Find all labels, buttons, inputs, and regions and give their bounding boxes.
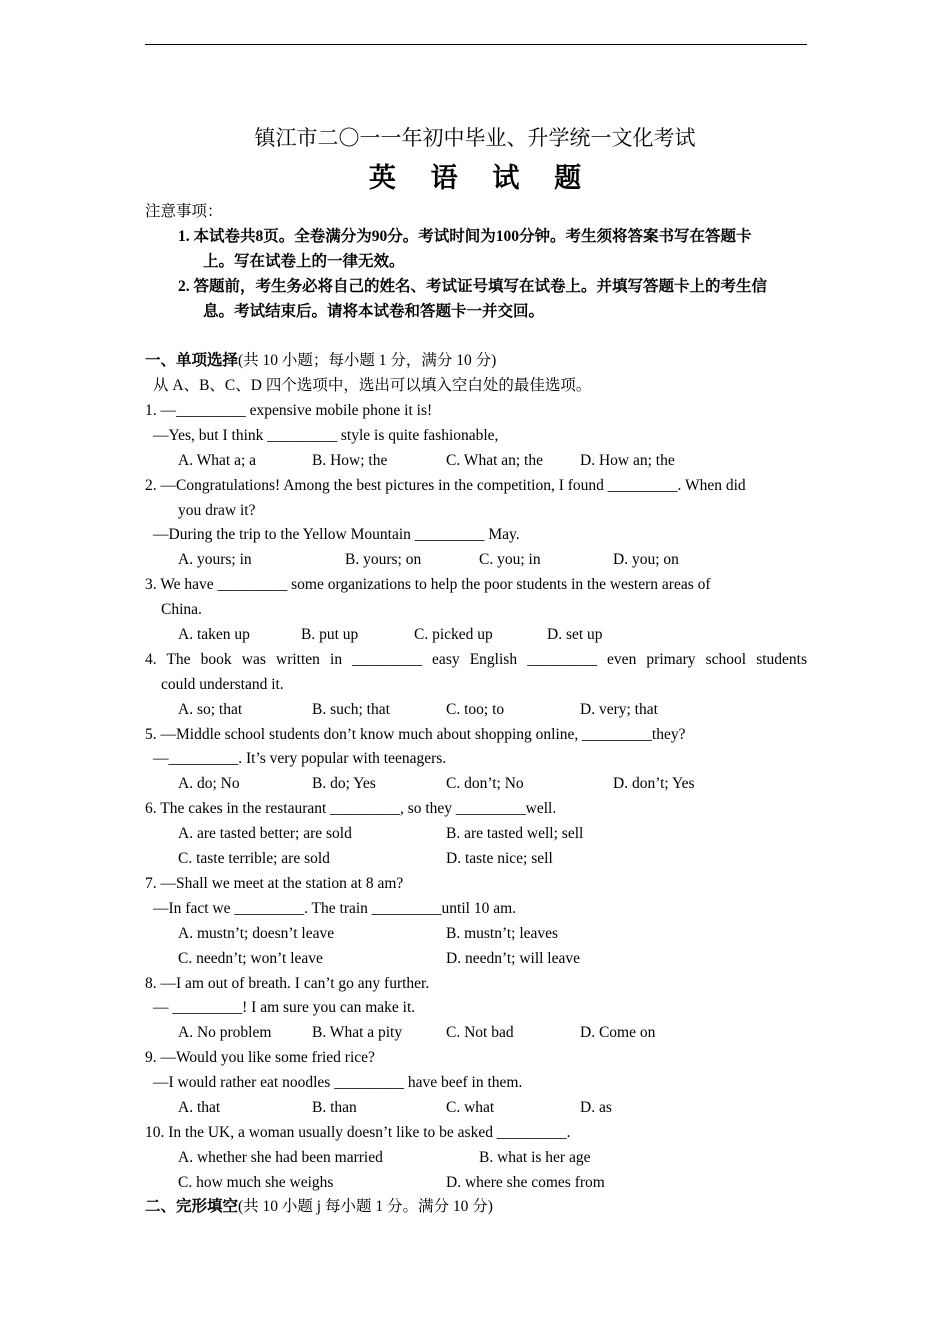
question-10-option-c: C. how much she weighs: [178, 1174, 334, 1191]
question-8-option-a: A. No problem: [178, 1024, 272, 1041]
question-8-option-d: D. Come on: [580, 1024, 656, 1041]
question-9-option-c: C. what: [446, 1099, 495, 1116]
question-8-reply: — _________! I am sure you can make it.: [153, 999, 416, 1016]
question-1-option-b: B. How; the: [312, 452, 388, 469]
section-1-heading-bold: 一、单项选择: [145, 352, 239, 369]
question-10-stem: 10. In the UK, a woman usually doesn’t like to be asked _________.: [145, 1124, 571, 1141]
question-2-option-b: B. yours; on: [345, 551, 422, 568]
question-2-stem-cont: you draw it?: [178, 502, 256, 519]
question-7-reply: —In fact we _________. The train _________until 10 am.: [153, 900, 517, 917]
question-7-option-c: C. needn’t; won’t leave: [178, 950, 323, 967]
question-9-option-d: D. as: [580, 1099, 612, 1116]
question-2-stem: 2. —Congratulations! Among the best pictures in the competition, I found _________. When did: [145, 477, 746, 494]
question-7-stem: 7. —Shall we meet at the station at 8 am?: [145, 875, 404, 892]
question-3-stem: 3. We have _________ some organizations to help the poor students in the western areas of: [145, 576, 711, 593]
question-10-option-a: A. whether she had been married: [178, 1149, 383, 1166]
question-2-option-d: D. you; on: [613, 551, 679, 568]
question-6-option-b: B. are tasted well; sell: [446, 825, 584, 842]
section-1-instruction: 从 A、B、C、D 四个选项中，选出可以填入空白处的最佳选项。: [153, 377, 592, 394]
question-5-stem: 5. —Middle school students don’t know much about shopping online, _________they?: [145, 726, 686, 743]
question-1-option-d: D. How an; the: [580, 452, 675, 469]
question-5-option-d: D. don’t; Yes: [613, 775, 695, 792]
section-1-heading: [145, 350, 496, 372]
notes-item-1-line-2: 上。写在试卷上的一律无效。: [203, 253, 405, 270]
question-2-reply: —During the trip to the Yellow Mountain _________ May.: [153, 526, 520, 543]
question-8-option-b: B. What a pity: [312, 1024, 403, 1041]
question-7-option-d: D. needn’t; will leave: [446, 950, 581, 967]
question-2-option-a: A. yours; in: [178, 551, 252, 568]
question-9-option-b: B. than: [312, 1099, 357, 1116]
notes-item-1-line-1: 1. 本试卷共8页。全卷满分为90分。考试时间为100分钟。考生须将答案书写在答题卡: [178, 228, 752, 245]
question-1-option-c: C. What an; the: [446, 452, 543, 469]
question-4-option-a: A. so; that: [178, 701, 243, 718]
question-10-option-b: B. what is her age: [479, 1149, 591, 1166]
section-2-heading-rest: (共 10 小题 j 每小题 1 分。满分 10 分): [238, 1198, 493, 1215]
question-8-stem: 8. —I am out of breath. I can’t go any further.: [145, 975, 430, 992]
question-5-option-a: A. do; No: [178, 775, 240, 792]
question-1-option-a: A. What a; a: [178, 452, 257, 469]
question-7-option-b: B. mustn’t; leaves: [446, 925, 559, 942]
question-6-option-a: A. are tasted better; are sold: [178, 825, 352, 842]
question-3-stem-cont: China.: [161, 601, 202, 618]
notes-item-2-line-1: 2. 答题前，考生务必将自己的姓名、考试证号填写在试卷上。并填写答题卡上的考生信: [178, 278, 768, 295]
question-5-option-c: C. don’t; No: [446, 775, 524, 792]
question-9-stem: 9. —Would you like some fried rice?: [145, 1049, 375, 1066]
question-10-option-d: D. where she comes from: [446, 1174, 605, 1191]
question-1-stem: 1. —_________ expensive mobile phone it is!: [145, 402, 433, 419]
question-6-stem: 6. The cakes in the restaurant _________, so they _________well.: [145, 800, 557, 817]
question-4-option-c: C. too; to: [446, 701, 505, 718]
question-3-option-a: A. taken up: [178, 626, 250, 643]
top-rule: [145, 44, 807, 45]
question-7-option-a: A. mustn’t; doesn’t leave: [178, 925, 335, 942]
question-4-option-b: B. such; that: [312, 701, 390, 718]
notes-item-2-line-2: 息。考试结束后。请将本试卷和答题卡一并交回。: [203, 303, 545, 320]
notes-heading: 注意事项：: [145, 203, 223, 220]
question-3-option-c: C. picked up: [414, 626, 493, 643]
question-4-stem-cont: could understand it.: [161, 676, 284, 693]
question-2-option-c: C. you; in: [479, 551, 541, 568]
question-6-option-d: D. taste nice; sell: [446, 850, 553, 867]
question-9-reply: —I would rather eat noodles _________ have beef in them.: [153, 1074, 523, 1091]
question-8-option-c: C. Not bad: [446, 1024, 514, 1041]
question-4-option-d: D. very; that: [580, 701, 658, 718]
question-4-stem: 4. The book was written in _________ easy English _________ even primary school students: [145, 651, 807, 668]
question-6-option-c: C. taste terrible; are sold: [178, 850, 330, 867]
section-2-heading: [145, 1196, 493, 1218]
question-3-option-b: B. put up: [301, 626, 359, 643]
exam-title: 镇江市二〇一一年初中毕业、升学统一文化考试: [254, 126, 696, 150]
question-1-reply: —Yes, but I think _________ style is quite fashionable,: [153, 427, 499, 444]
exam-subtitle: 英 语 试 题: [368, 163, 596, 193]
section-1-heading-rest: (共 10 小题；每小题 1 分，满分 10 分): [238, 352, 497, 369]
question-5-reply: —_________. It’s very popular with teenagers.: [153, 750, 447, 767]
question-5-option-b: B. do; Yes: [312, 775, 376, 792]
question-9-option-a: A. that: [178, 1099, 221, 1116]
section-2-heading-bold: 二、完形填空: [145, 1198, 239, 1215]
question-3-option-d: D. set up: [547, 626, 603, 643]
